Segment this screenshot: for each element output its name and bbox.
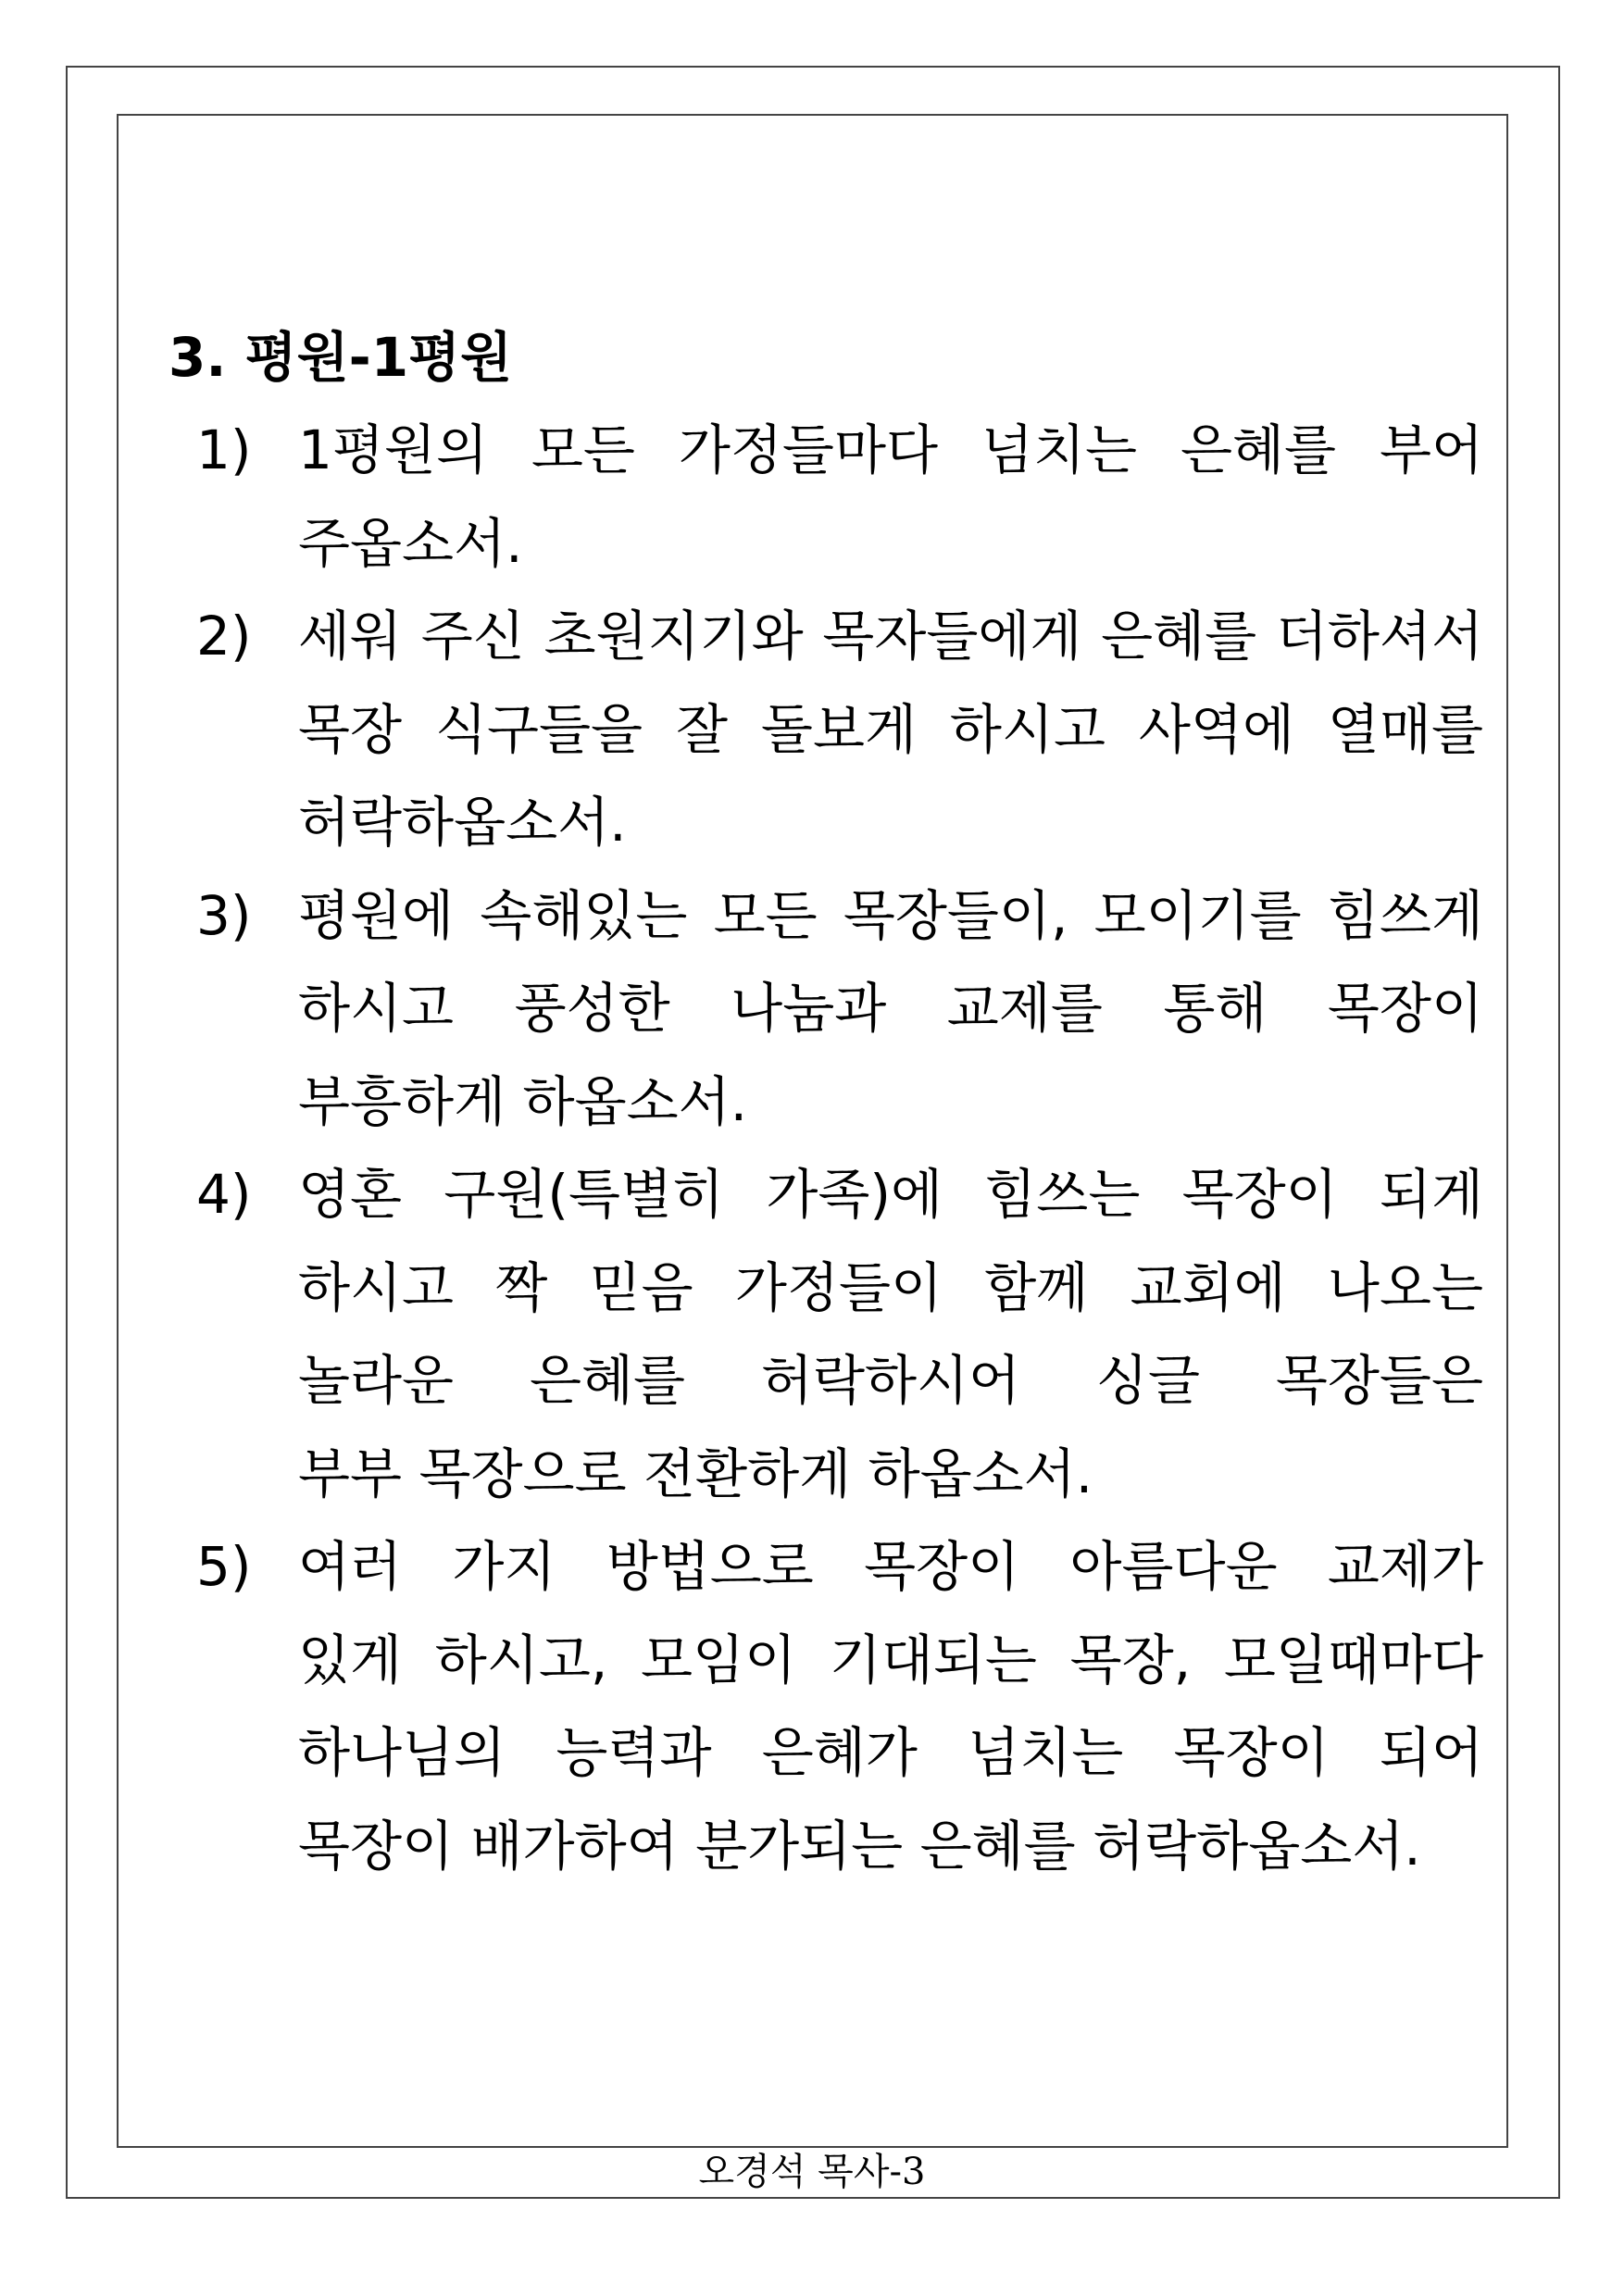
item-text-line: 평원에 속해있는 모든 목장들이, 모이기를 힘쓰게 (298, 883, 1483, 947)
item-number: 3) (196, 883, 252, 947)
item-text-line: 세워 주신 초원지기와 목자들에게 은혜를 더하셔서 (298, 605, 1483, 668)
page-footer: 오경석 목사-3 (698, 2151, 926, 2193)
item-text-line: 하시고 짝 믿음 가정들이 함께 교회에 나오는 (298, 1255, 1483, 1319)
item-text-line: 하나님의 능력과 은혜가 넘치는 목장이 되어 (298, 1721, 1483, 1784)
list-item (169, 1520, 1483, 1892)
item-text-line: 영혼 구원(특별히 가족)에 힘쓰는 목장이 되게 (298, 1163, 1483, 1226)
list-item (169, 404, 1483, 590)
item-text-line: 하시고 풍성한 나눔과 교제를 통해 목장이 (298, 977, 1483, 1040)
item-text-line: 주옵소서. (298, 511, 523, 575)
item-text-line: 목장 식구들을 잘 돌보게 하시고 사역에 열매를 (298, 697, 1483, 761)
section-heading: 3. 평원-1평원 (169, 326, 513, 389)
item-number: 1) (196, 418, 252, 481)
item-text-line: 여러 가지 방법으로 목장이 아름다운 교제가 (298, 1535, 1483, 1598)
document-body (169, 311, 1483, 1892)
item-text-line: 목장이 배가하여 분가되는 은혜를 허락하옵소서. (298, 1814, 1421, 1878)
prayer-list (169, 404, 1483, 1892)
list-item (169, 1148, 1483, 1520)
item-text-line: 놀라운 은혜를 허락하시어 싱글 목장들은 (298, 1349, 1483, 1412)
item-text-line: 1평원의 모든 가정들마다 넘치는 은혜를 부어 (298, 418, 1483, 481)
item-number: 5) (196, 1535, 252, 1598)
item-text-line: 부흥하게 하옵소서. (298, 1069, 748, 1133)
item-number: 4) (196, 1163, 252, 1226)
item-text-line: 있게 하시고, 모임이 기대되는 목장, 모일때마다 (298, 1628, 1483, 1691)
item-text-line: 부부 목장으로 전환하게 하옵소서. (298, 1441, 1093, 1505)
list-item (169, 869, 1483, 1149)
item-number: 2) (196, 605, 252, 668)
item-text-line: 허락하옵소서. (298, 791, 627, 854)
list-item (169, 590, 1483, 869)
